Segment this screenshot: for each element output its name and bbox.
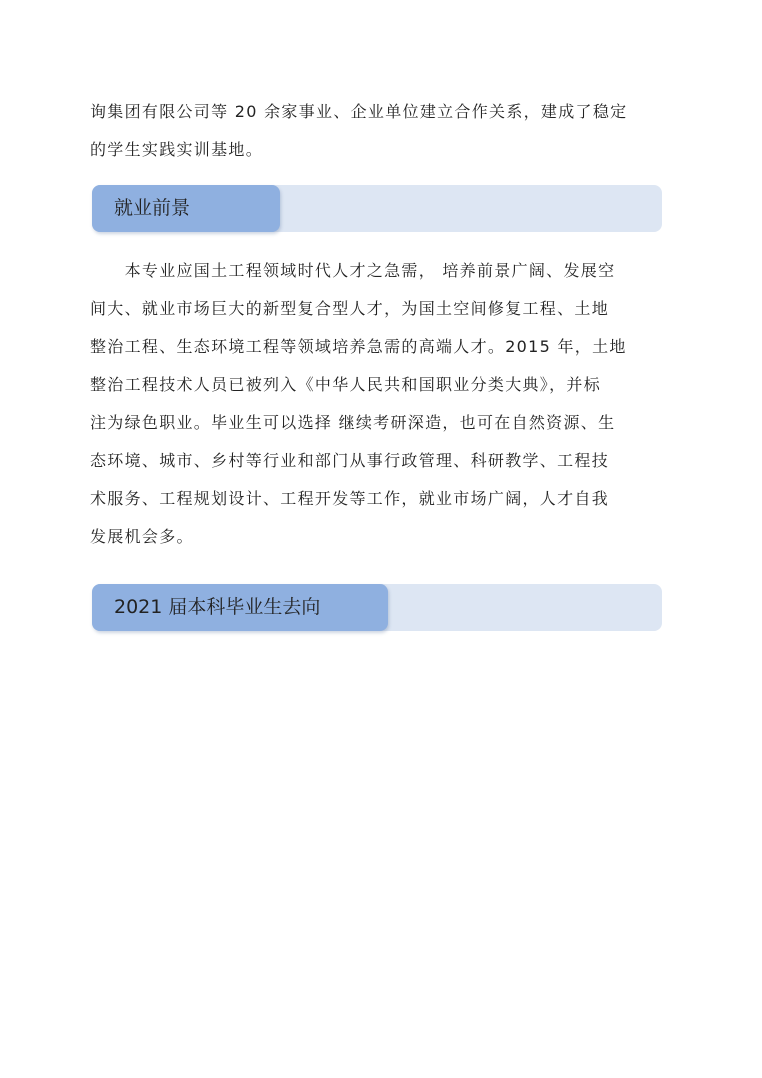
section-title: 就业前景 — [114, 197, 191, 219]
section-tab — [92, 584, 388, 631]
paragraph-line: 本专业应国土工程领域时代人才之急需， 培养前景广阔、发展空 — [90, 261, 616, 280]
section-title: 2021 届本科毕业生去向 — [114, 596, 321, 618]
paragraph-line: 的学生实践实训基地。 — [90, 140, 264, 159]
paragraph-line: 态环境、城市、乡村等行业和部门从事行政管理、科研教学、工程技 — [90, 451, 610, 470]
paragraph-line: 间大、就业市场巨大的新型复合型人才，为国土空间修复工程、土地 — [90, 299, 610, 318]
paragraph-line: 发展机会多。 — [90, 527, 194, 546]
paragraph-line: 术服务、工程规划设计、工程开发等工作，就业市场广阔，人才自我 — [90, 489, 610, 508]
section-tab — [92, 185, 280, 232]
intro-paragraph — [90, 93, 670, 169]
prospects-paragraph — [90, 252, 670, 556]
paragraph-line: 注为绿色职业。毕业生可以选择 继续考研深造，也可在自然资源、生 — [90, 413, 616, 432]
paragraph-line: 整治工程、生态环境工程等领域培养急需的高端人才。2015 年，土地 — [90, 337, 627, 356]
section-header-employment — [92, 185, 662, 232]
section-header-graduate-destination — [92, 584, 662, 631]
paragraph-line: 询集团有限公司等 20 余家事业、企业单位建立合作关系，建成了稳定 — [90, 102, 628, 121]
paragraph-line: 整治工程技术人员已被列入《中华人民共和国职业分类大典》，并标 — [90, 375, 602, 394]
